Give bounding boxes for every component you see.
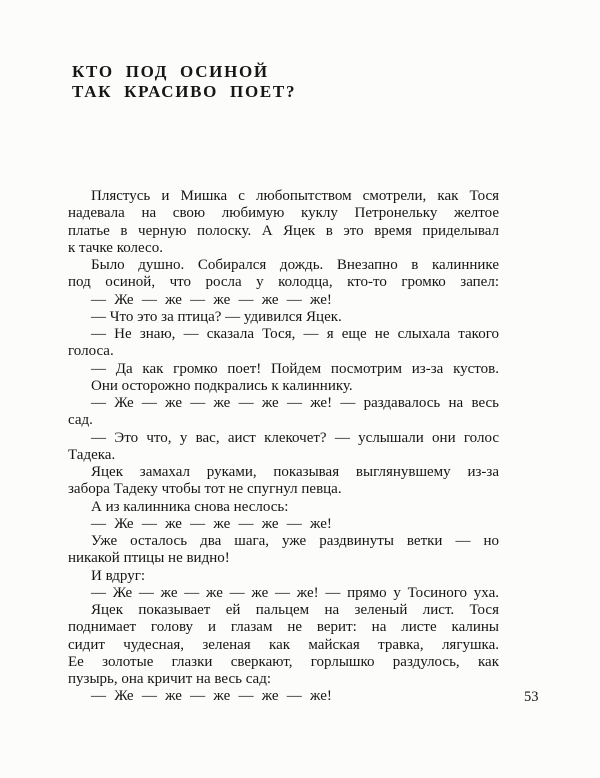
text-line: И вдруг:	[91, 567, 146, 584]
page-text-block	[68, 188, 499, 706]
text-line: забора Тадеку чтобы тот не спугнул певца.	[68, 481, 342, 498]
text-line: сад.	[68, 412, 93, 429]
text-line: платье в черную полоску. А Яцек в это время приделывал	[68, 222, 499, 239]
page-title-line: КТО ПОД ОСИНОЙ	[72, 62, 269, 81]
text-line: Ее золотые глазки сверкают, горлышко раздулось, как	[68, 653, 499, 670]
text-line: сидит чудесная, зеленая как майская травка, лягушка.	[68, 636, 499, 653]
text-line: к тачке колесо.	[68, 239, 163, 256]
text-line: — Же — же — же — же — же!	[91, 688, 332, 705]
text-line: — Да как громко поет! Пойдем посмотрим из-за кустов.	[91, 360, 499, 377]
text-line: — Же — же — же — же — же!	[91, 291, 332, 308]
text-line: — Же — же — же — же — же! — раздавалось на весь	[91, 395, 499, 411]
page-title	[72, 62, 296, 102]
text-line: Яцек показывает ей пальцем на зеленый лист. Тося	[91, 602, 499, 618]
page-number: 53	[524, 689, 539, 705]
text-line: — Же — же — же — же — же!	[91, 515, 332, 532]
text-line: — Не знаю, — сказала Тося, — я еще не слыхала такого	[91, 326, 499, 342]
text-line: — Что это за птица? — удивился Яцек.	[91, 308, 342, 325]
text-line: Тадека.	[68, 446, 116, 463]
text-line: поднимает голову и глазам не верит: на листе калины	[68, 619, 499, 636]
text-line: А из калинника снова неслось:	[91, 498, 289, 515]
page-title-line: ТАК КРАСИВО ПОЕТ?	[72, 82, 297, 101]
text-line: Было душно. Собирался дождь. Внезапно в калиннике	[91, 257, 499, 273]
text-line: — Же — же — же — же — же! — прямо у Тосиного уха.	[91, 584, 499, 601]
text-line: — Это что, у вас, аист клекочет? — услышали они голос	[91, 429, 499, 446]
text-line: голоса.	[68, 343, 114, 360]
text-line: Яцек замахал руками, показывая выглянувшему из-за	[91, 464, 499, 480]
text-line: пузырь, она кричит на весь сад:	[68, 671, 272, 687]
text-line: Уже осталось два шага, уже раздвинуты ветки — но	[91, 533, 499, 549]
text-line: под осиной, что росла у колодца, кто-то громко запел:	[68, 274, 499, 291]
text-line: никакой птицы не видно!	[68, 550, 230, 567]
text-line: Плястусь и Мишка с любопытством смотрели, как Тося	[91, 188, 499, 204]
text-line: Они осторожно подкрались к калиннику.	[91, 377, 353, 394]
text-line: надевала на свою любимую куклу Петронельку желтое	[68, 205, 499, 222]
